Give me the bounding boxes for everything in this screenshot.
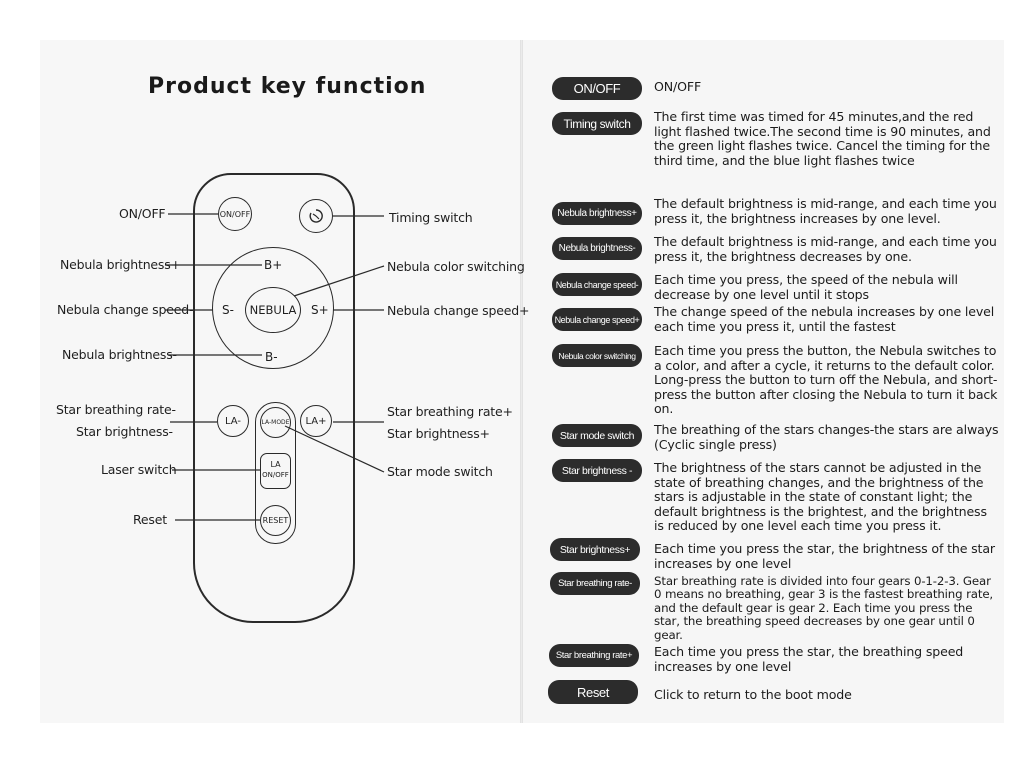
callout-reset: Reset: [133, 512, 167, 527]
desc-nebula-color-switching: Each time you press the button, the Nebula switches to a color, and after a cycle, it returns to the default color. Long-press the button to turn off the Nebula, and short-press the button after closing the Nebula to turn it back on.: [654, 343, 998, 417]
callout-nebula-color-switching: Nebula color switching: [387, 259, 525, 274]
onoff-button: ON/OFF: [218, 197, 252, 231]
page-fold: [520, 40, 523, 723]
timer-button: [299, 199, 333, 233]
badge-star-breathing-rate-minus: Star breathing rate-: [550, 572, 640, 595]
badge-reset: Reset: [548, 680, 638, 704]
desc-star-brightness-minus: The brightness of the stars cannot be adjusted in the state of breathing changes, and the brightness of the stars is adjustable in the state of constant light; the default brightness is the brightest, and the brightness is reduced by one level each time you press it.: [654, 460, 987, 534]
s-minus-label: S-: [222, 303, 234, 317]
desc-onoff: ON/OFF: [654, 79, 702, 94]
callout-star-brightness-minus: Star brightness-: [76, 424, 173, 439]
callout-star-breathing-rate-minus: Star breathing rate-: [56, 402, 176, 417]
callout-onoff: ON/OFF: [119, 206, 166, 221]
desc-star-brightness-plus: Each time you press the star, the brightness of the star increases by one level: [654, 541, 995, 571]
callout-star-breathing-rate-plus: Star breathing rate+: [387, 404, 513, 419]
badge-star-brightness-plus: Star brightness+: [550, 538, 640, 561]
callout-nebula-brightness-minus: Nebula brightness-: [62, 347, 177, 362]
badge-nebula-brightness-plus: Nebula brightness+: [552, 202, 642, 225]
callout-laser-switch: Laser switch: [101, 462, 177, 477]
nebula-button: NEBULA: [245, 287, 301, 333]
desc-reset: Click to return to the boot mode: [654, 687, 852, 702]
callout-nebula-change-speed-plus: Nebula change speed+: [387, 303, 530, 318]
desc-timing-switch: The first time was timed for 45 minutes,and the red light flashed twice.The second time is 90 minutes, and the green light flashes twice. Cancel the timing for the third time, and the blue light flashes twice: [654, 109, 991, 168]
callout-star-mode-switch: Star mode switch: [387, 464, 493, 479]
badge-nebula-change-speed-plus: Nebula change speed+: [552, 308, 642, 331]
desc-star-mode-switch: The breathing of the stars changes-the stars are always (Cyclic single press): [654, 422, 999, 452]
b-plus-label: B+: [264, 258, 283, 272]
badge-star-breathing-rate-plus: Star breathing rate+: [549, 644, 639, 667]
callout-nebula-brightness-plus: Nebula brightness+: [60, 257, 181, 272]
b-minus-label: B-: [265, 350, 278, 364]
badge-nebula-change-speed-minus: Nebula change speed-: [552, 273, 642, 296]
badge-onoff: ON/OFF: [552, 77, 642, 100]
s-plus-label: S+: [311, 303, 329, 317]
remote-control-diagram: [193, 173, 355, 623]
callout-nebula-change-speed-minus: Nebula change speed-: [57, 302, 194, 317]
desc-nebula-change-speed-minus: Each time you press, the speed of the nebula will decrease by one level until it stops: [654, 272, 958, 302]
desc-star-breathing-rate-minus: Star breathing rate is divided into four gears 0-1-2-3. Gear 0 means no breathing, gear 3 is the fastest breathing rate, and the default gear is gear 2. Each time you press the star, the breathing speed decreases by one gear until 0 gear.: [654, 574, 994, 642]
page-title: Product key function: [148, 74, 427, 99]
badge-timing-switch: Timing switch: [552, 112, 642, 135]
reset-button: RESET: [260, 505, 291, 536]
callout-star-brightness-plus: Star brightness+: [387, 426, 490, 441]
laser-onoff-button: LA ON/OFF: [260, 453, 291, 489]
desc-nebula-brightness-plus: The default brightness is mid-range, and each time you press it, the brightness increases by one level.: [654, 196, 997, 226]
badge-nebula-color-switching: Nebula color switching: [552, 344, 642, 367]
desc-star-breathing-rate-plus: Each time you press the star, the breathing speed increases by one level: [654, 644, 964, 674]
badge-star-mode-switch: Star mode switch: [552, 424, 642, 447]
desc-nebula-change-speed-plus: The change speed of the nebula increases by one level each time you press it, until the fastest: [654, 304, 995, 334]
badge-nebula-brightness-minus: Nebula brightness-: [552, 237, 642, 260]
callout-timing-switch: Timing switch: [389, 210, 473, 225]
la-mode-button: LA-MODE: [260, 407, 291, 438]
la-minus-button: LA-: [217, 405, 249, 437]
la-plus-button: LA+: [300, 405, 332, 437]
timer-icon: [307, 207, 325, 225]
badge-star-brightness-minus: Star brightness -: [552, 459, 642, 482]
desc-nebula-brightness-minus: The default brightness is mid-range, and each time you press it, the brightness decreases by one.: [654, 234, 997, 264]
